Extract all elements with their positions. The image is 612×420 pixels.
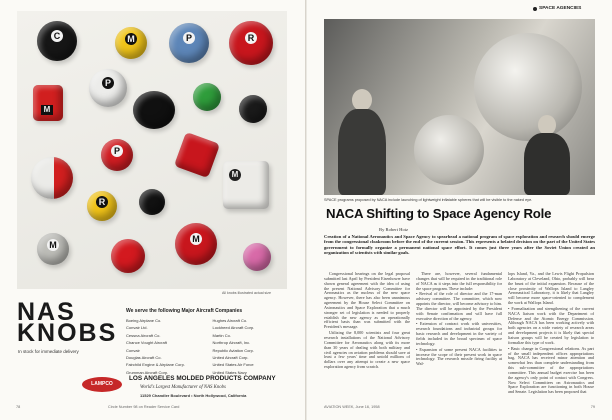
companies-heading: We serve the following Major Aircraft Companies — [126, 308, 243, 314]
company-item: Hughes Aircraft Co. — [212, 318, 248, 323]
company-item: Republic Aviation Corp. — [212, 347, 255, 353]
company-item: Cessna Aircraft Co. — [126, 332, 161, 338]
knob-blue — [169, 23, 209, 63]
article-headline: NACA Shifting to Space Agency Role — [326, 206, 552, 221]
knob-black — [37, 21, 77, 61]
knob-black-small — [239, 95, 267, 123]
knob-yellow-small — [87, 191, 117, 221]
knob-letter: M — [41, 105, 53, 115]
photo-caption: All knobs illustrated actual size — [222, 291, 271, 295]
sphere-small — [414, 115, 484, 185]
paragraph: There are, however, several fundamental changes that will be required in the traditional role of NACA as it steps into the full responsibility for the space program. These include: — [416, 271, 502, 291]
company-item: Douglas Aircraft Co. — [126, 354, 162, 360]
company-item: Grumman Aircraft Corp. — [126, 369, 169, 375]
reader-service-note: Circle Number 98 on Reader Service Card — [108, 405, 180, 409]
company-item: Boeing Airplane Co. — [126, 318, 162, 323]
knob-letter: P — [183, 32, 195, 44]
advertiser-name: LOS ANGELES MOLDED PRODUCTS COMPANY — [129, 375, 276, 382]
advertiser-tagline: World's Largest Manufacturer of NAS Knobs — [140, 385, 226, 390]
knob-letter: R — [96, 196, 108, 208]
company-item: United Aircraft Corp. — [212, 354, 249, 360]
knob-red-bottom — [111, 239, 145, 273]
knob-white-square — [223, 161, 269, 209]
brand-title — [17, 298, 118, 347]
knob-red-cube — [174, 132, 220, 178]
paragraph: Utilizing the 8,000 scientists and four great research installations of the National Advisory Committee for Aeronautics along with its more than 30 years of dealing with both military and civil agencies on aviation problems should save at least a few years' time and untold millions of dollars over any attempt to create a new space exploration agency from scratch. — [324, 330, 410, 370]
paragraph: • Revival of the role of director and the 17-man advisory committee. The committee, which now appoints the director, will become advisory to him. The director will be appointed by the President with Senate confirmation and will have full executive direction of the agency. — [416, 291, 502, 321]
knob-white-red — [31, 157, 73, 199]
person-head-left — [352, 89, 372, 111]
knob-pink — [243, 243, 271, 271]
lampco-logo: LAMPCO — [82, 377, 122, 392]
paragraph: • Expansion of some present NACA facilities to increase the scope of their present work in space technology. The research missile firing facility at Wal- — [416, 346, 502, 367]
knob-white — [89, 69, 127, 107]
paragraph: • Formalization and strengthening of the current NACA liaison work with the Department of Defense and the Atomic Energy Commission. Although NACA has been working actively with both agencies on a wide variety of research areas and development projects it is likely that special liaison groups will be created by legislation to formalize this type of work. — [508, 305, 594, 345]
company-item: Convair — [126, 347, 140, 353]
publication-date: AVIATION WEEK, June 16, 1958 — [324, 405, 380, 409]
knob-black-mini — [139, 189, 165, 215]
page-number: 78 — [16, 405, 21, 409]
knobs-photo — [17, 11, 287, 289]
brand-line-1: NAS — [17, 298, 76, 326]
knob-red-bottom-large — [175, 223, 217, 265]
knob-letter: M — [125, 33, 137, 45]
knob-letter: M — [190, 233, 202, 245]
right-page-article — [307, 0, 612, 420]
left-page-advertisement — [0, 0, 305, 420]
knob-letter: M — [229, 169, 241, 181]
knob-letter: P — [111, 145, 123, 157]
article-byline: By Robert Hotz — [379, 227, 409, 232]
company-item: Chance Vought Aircraft — [126, 340, 167, 346]
section-bullet-icon — [533, 7, 537, 11]
company-item: Convair Ltd. — [126, 325, 148, 331]
paragraph: • Basic change in Congressional relations. As part of the small independent offices appropriations bag, NACA has received minor attention and somewhat less than complete understanding from this sub-committee of the appropriations committee. This annual budget exercise has been the agency's only point of contact with Congress. Now Select Committees on Astronautics and Space Exploration are functioning in both House and Senate. Legislation has been proposed that — [508, 345, 594, 395]
company-item: Northrop Aircraft, Inc. — [212, 340, 251, 346]
right-page-footer — [324, 405, 595, 409]
knob-letter: M — [47, 239, 59, 251]
companies-list — [126, 318, 291, 375]
knob-letter: C — [51, 30, 63, 42]
person-head-right — [538, 115, 556, 135]
company-item: Martin Co. — [212, 332, 231, 338]
article-lead: Creation of a National Aeronautics and Space Agency to spearhead a national program of space exploration and research should emerge from the congressional cloakroom before the end of the current session. This represents a belated decision on the part of the United States government to formally organize a permanent national space effort. It comes just three years after the Soviet Union created an organization of scientists with similar goals. — [324, 234, 595, 255]
brand-subtitle: In stock for immediate delivery — [18, 349, 79, 354]
company-item: United States Navy — [212, 369, 247, 375]
knob-letter: R — [245, 32, 257, 44]
article-photo — [324, 19, 595, 195]
knob-red-square — [33, 85, 63, 121]
page-number: 79 — [590, 405, 595, 409]
company-item: Lockheed Aircraft Corp. — [212, 325, 255, 331]
person-right — [524, 133, 570, 195]
article-column-2 — [416, 272, 502, 368]
knob-yellow — [115, 27, 147, 59]
article-photo-caption: SPACE programs proposed by NACA include launching of lightweight inflatable spheres that will be visible to the naked eye. — [324, 198, 533, 202]
knob-letter: P — [102, 77, 114, 89]
knob-gray — [37, 233, 69, 265]
company-item: Fairchild Engine & Airplane Corp. — [126, 362, 185, 368]
paragraph: • Extension of contract work with universities, research foundations and industrial groups for basic research and development in the variety of fields included in the broad spectrum of space technology. — [416, 321, 502, 346]
company-item: United States Air Force — [212, 362, 254, 368]
section-label: SPACE AGENCIES — [539, 6, 582, 11]
advertiser-address: 11529 Chandler Boulevard • North Hollywood, California — [140, 393, 247, 398]
person-left — [338, 109, 386, 195]
knob-green — [193, 83, 221, 111]
knob-red-large — [229, 21, 273, 65]
brand-line-2: KNOBS — [17, 319, 118, 347]
inflatable-sphere — [474, 33, 582, 141]
paragraph: Congressional hearings on the legal proposal submitted last April by President Eisenhower have shown general agreement with the idea of using the present National Advisory Committee for Aeronautics as the nucleus of the new space agency. However, there has also been unanimous agreement by the House Select Committee on Astronautics and Space Exploration that a much stronger set of legislation is needed to properly establish the new agency as an operationally efficient basis than was submitted with the President's message. — [324, 271, 410, 330]
knob-black-tall — [133, 91, 175, 129]
article-column-1 — [324, 272, 410, 371]
paragraph: lops Island, Va., and the Lewis Flight Propulsion Laboratory at Cleveland, Ohio, probably will bear the brunt of the initial expansion. Because of the close proximity of Wallops Island to Langley Aeronautical Laboratory, it is likely that Langley will become more space-oriented to complement the work at Wallops Island. — [508, 271, 594, 306]
knob-red-medium — [101, 139, 133, 171]
article-column-3 — [508, 272, 594, 396]
